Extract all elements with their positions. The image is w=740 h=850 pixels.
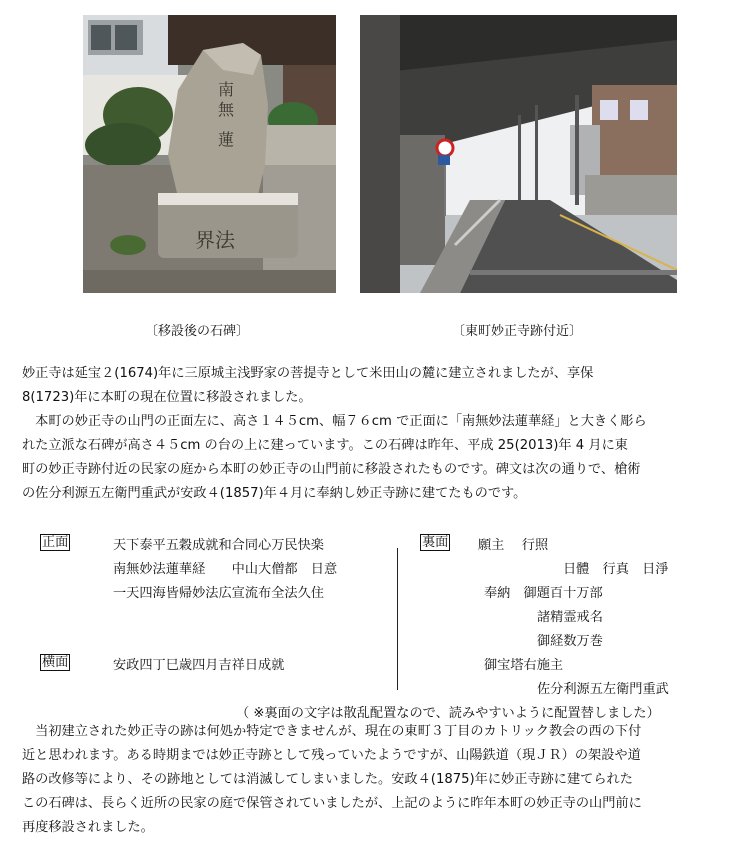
svg-text:界法: 界法: [195, 228, 235, 252]
text-line: この石碑は、長らく近所の民家の庭で保管されていましたが、上記のように昨年本町の妙正寺の山門前に: [22, 796, 642, 811]
divider-line: [397, 548, 398, 690]
back-line-5: 御経数万巻: [537, 634, 603, 649]
back-line-7: 佐分利源五左衛門重武: [537, 682, 669, 697]
back-line-6: 御宝塔右施主: [484, 658, 564, 673]
svg-text:蓮: 蓮: [218, 130, 235, 149]
history-paragraph: [22, 720, 722, 840]
right-photo-caption: 〔東町妙正寺跡付近〕: [452, 324, 583, 339]
svg-text:無: 無: [218, 100, 235, 119]
text-line: 妙正寺は延宝２(1674)年に三原城主浅野家の菩提寺として米田山の麓に建立されましたが、享保: [22, 366, 594, 381]
text-line: 8(1723)年に本町の現在位置に移設されました。: [22, 390, 312, 405]
text-line: の佐分利源五左衛門重武が安政４(1857)年４月に奉納し妙正寺跡に建てたものです。: [22, 486, 527, 501]
front-line-1: 天下泰平五穀成就和合同心万民快楽: [113, 538, 324, 553]
text-line: 町の妙正寺跡付近の民家の庭から本町の妙正寺の山門前に移設されたものです。碑文は次の通りで、槍術: [22, 462, 641, 477]
back-line-2: 日體 行真 日淨: [563, 562, 669, 577]
back-label: 裏面: [422, 535, 449, 550]
text-line: 当初建立された妙正寺の跡は何処か特定できませんが、現在の東町３丁目のカトリック教会の西の下付: [22, 724, 642, 739]
text-line: 本町の妙正寺の山門の正面左に、高さ１４５cm、幅７６cm で正面に「南無妙法蓮華経」と大きく彫ら: [22, 414, 647, 429]
front-line-2: 南無妙法蓮華経 中山大僧都 日意: [113, 562, 338, 577]
text-line: 路の改修等により、その跡地としては消滅してしまいました。安政４(1875)年に妙正寺跡に建てられた: [22, 772, 633, 787]
front-line-3: 一天四海皆帰妙法広宣流布全法久住: [113, 586, 324, 601]
svg-text:南: 南: [218, 80, 235, 99]
street-photo: [360, 15, 677, 293]
text-line: 近と思われます。ある時期までは妙正寺跡として残っていたようですが、山陽鉄道（現ＪＲ）の架設や道: [22, 748, 641, 763]
monument-photo: [83, 15, 336, 293]
side-line: 安政四丁巳歳四月吉祥日成就: [113, 658, 285, 673]
arrangement-note: （ ※裏面の文字は散乱配置なので、読みやすいように配置替しました）: [236, 706, 660, 721]
front-label: 正面: [42, 535, 69, 550]
back-line-4: 諸精霊戒名: [537, 610, 603, 625]
text-line: れた立派な石碑が高さ４５cm の台の上に建っています。この石碑は昨年、平成 25(2013)年 4 月に東: [22, 438, 628, 453]
back-line-3: 奉納 御題百十万部: [484, 586, 603, 601]
side-label: 横面: [42, 655, 69, 670]
left-photo-caption: 〔移設後の石碑〕: [145, 324, 250, 339]
back-line-1: 願主 行照: [478, 538, 549, 553]
intro-paragraph: [22, 362, 722, 506]
text-line: 再度移設されました。: [22, 820, 154, 835]
